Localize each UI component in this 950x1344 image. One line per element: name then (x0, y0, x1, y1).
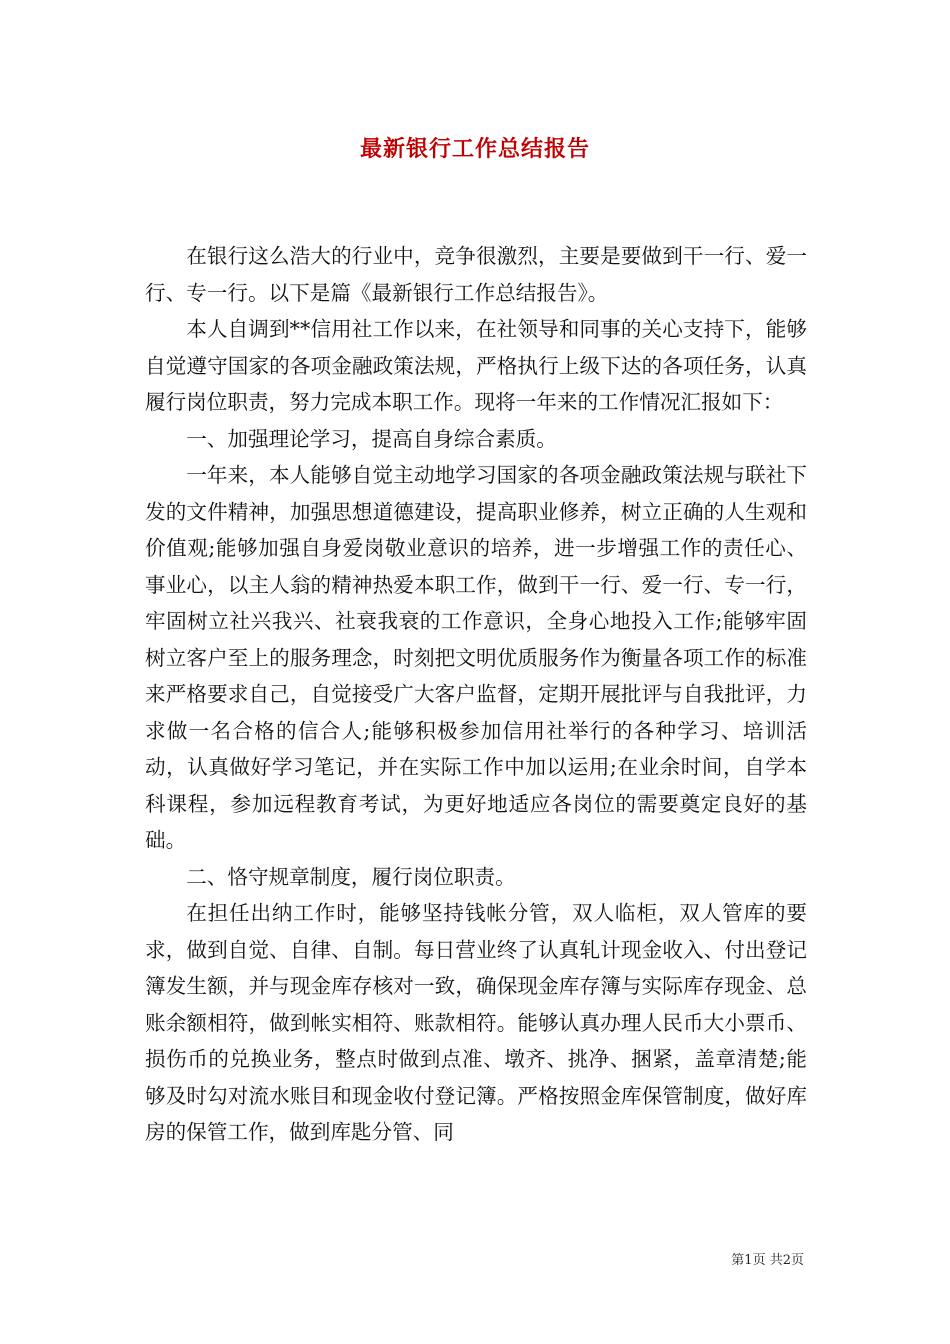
footer-total-pages: 2 (782, 1253, 791, 1268)
document-title: 最新银行工作总结报告 (359, 136, 590, 162)
footer-suffix: 页 (790, 1253, 804, 1268)
footer-middle: 页 共 (752, 1253, 783, 1268)
footer-current-page: 1 (744, 1253, 753, 1268)
section-heading-1: 一、加强理论学习，提高自身综合素质。 (186, 426, 557, 451)
paragraph-intro: 在银行这么浩大的行业中，竞争很激烈，主要是要做到干一行、爱一行、专一行。以下是篇《最新银行工作总结报告》。 (145, 244, 807, 305)
page-number-footer (731, 1249, 804, 1268)
paragraph-section-2: 在担任出纳工作时，能够坚持钱帐分管，双人临柜，双人管库的要求，做到自觉、自律、自制。每日营业终了认真轧计现金收入、付出登记簿发生额，并与现金库存核对一致，确保现金库存簿与实际库存现金、总账余额相符，做到帐实相符、账款相符。能够认真办理人民币大小票币、损伤币的兑换业务，整点时做到点准、墩齐、挑净、捆紧，盖章清楚;能够及时勾对流水账目和现金收付登记簿。严格按照金库保管制度，做好库房的保管工作，做到库匙分管、同 (145, 901, 807, 1144)
paragraph-opening: 本人自调到**信用社工作以来，在社领导和同事的关心支持下，能够自觉遵守国家的各项金融政策法规，严格执行上级下达的各项任务，认真履行岗位职责，努力完成本职工作。现将一年来的工作情况汇报如下： (145, 317, 807, 414)
paragraph-section-1: 一年来，本人能够自觉主动地学习国家的各项金融政策法规与联社下发的文件精神，加强思想道德建设，提高职业修养，树立正确的人生观和价值观;能够加强自身爱岗敬业意识的培养，进一步增强工作的责任心、事业心，以主人翁的精神热爱本职工作，做到干一行、爱一行、专一行，牢固树立社兴我兴、社衰我衰的工作意识，全身心地投入工作;能够牢固树立客户至上的服务理念，时刻把文明优质服务作为衡量各项工作的标准来严格要求自己，自觉接受广大客户监督，定期开展批评与自我批评，力求做一名合格的信合人;能够积极参加信用社举行的各种学习、培训活动，认真做好学习笔记，并在实际工作中加以运用;在业余时间，自学本科课程，参加远程教育考试，为更好地适应各岗位的需要奠定良好的基础。 (145, 463, 807, 852)
document-body (145, 238, 807, 1151)
footer-prefix: 第 (731, 1253, 745, 1268)
section-heading-2: 二、恪守规章制度，履行岗位职责。 (186, 864, 516, 889)
